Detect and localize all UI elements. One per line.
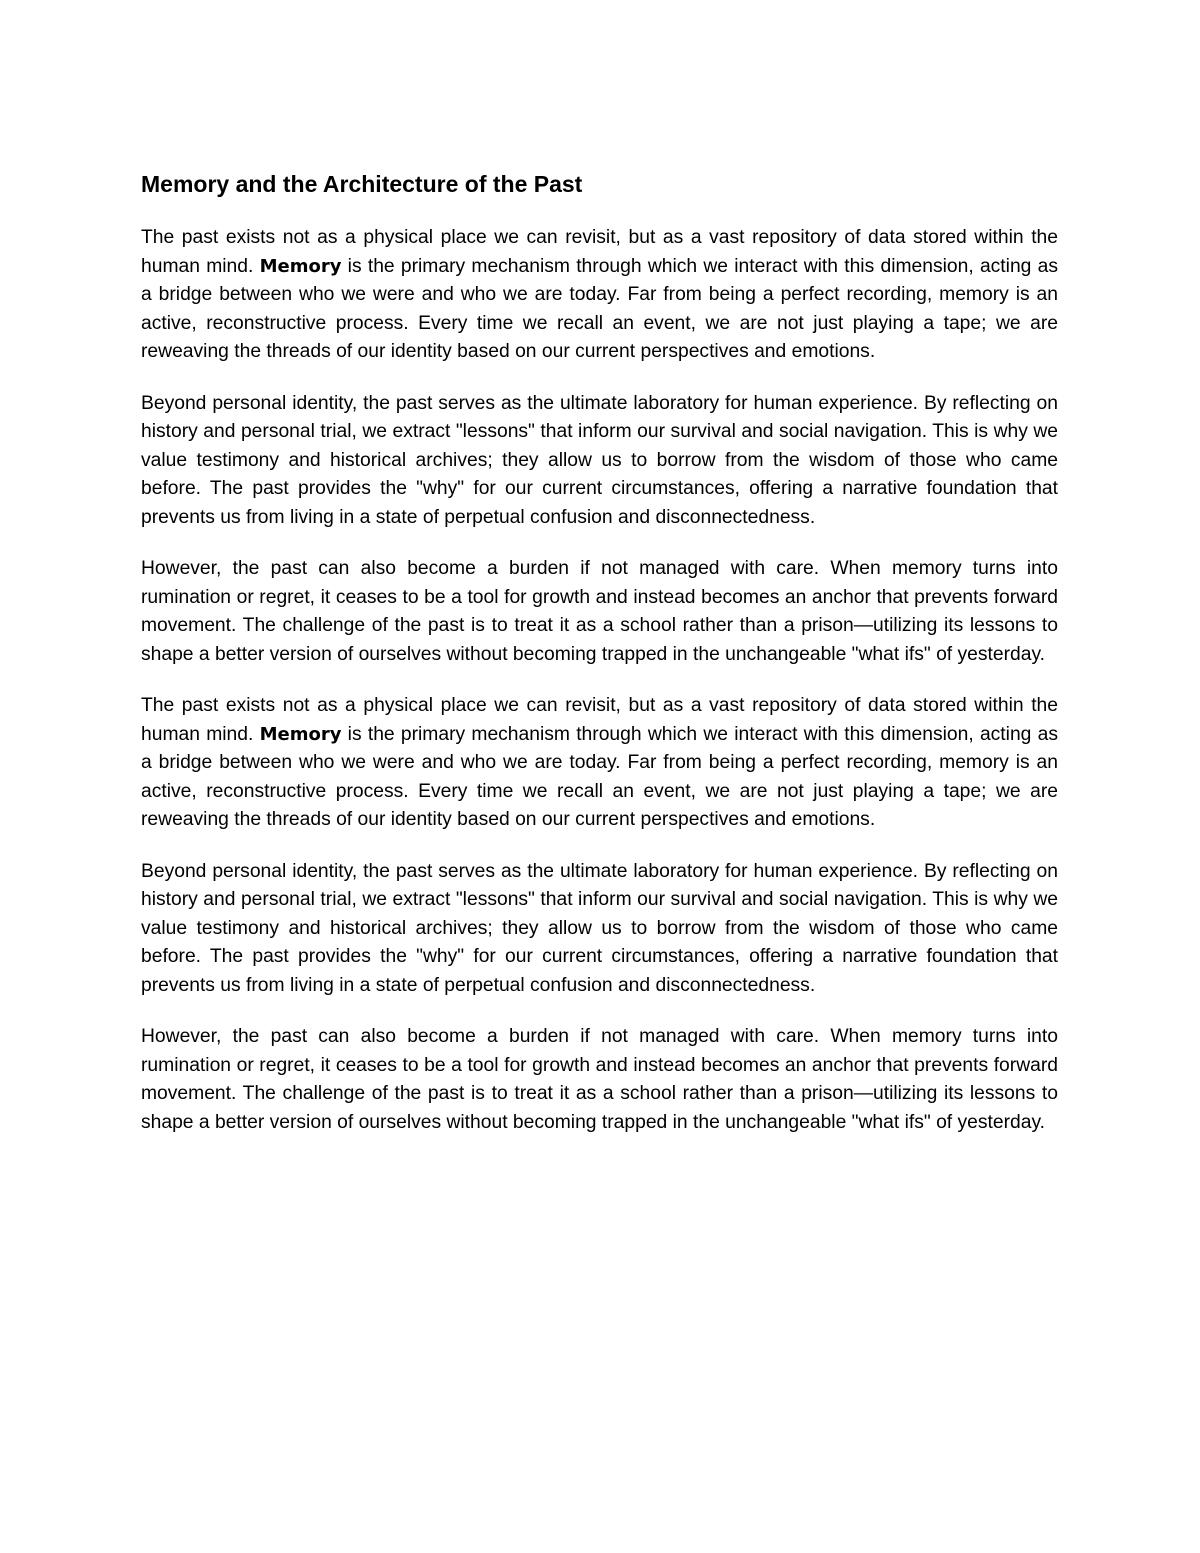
paragraph-text: is the primary mechanism through which we interact with this dimension, acting as a bridge between who we were and who we are today. Far from being a perfect recording, memory is an active, reconstructive process. Every time we recall an event, we are not just playing a tape; we are reweaving the threads of our identity based on our current perspectives and emotions. bbox=[141, 723, 1058, 830]
body-paragraph bbox=[141, 224, 1058, 367]
document-body bbox=[141, 224, 1058, 1137]
document-title: Memory and the Architecture of the Past bbox=[141, 171, 583, 197]
body-paragraph bbox=[141, 858, 1058, 1001]
bold-term: Memory bbox=[259, 255, 342, 277]
paragraph-text: The past exists not as a physical place we can revisit, but as a vast repository of data stored within the human mind. bbox=[141, 227, 1058, 277]
paragraph-text: The past exists not as a physical place we can revisit, but as a vast repository of data stored within the human mind. bbox=[141, 695, 1058, 745]
body-paragraph bbox=[141, 390, 1058, 533]
bold-term: Memory bbox=[259, 723, 342, 745]
body-paragraph bbox=[141, 1023, 1058, 1137]
body-paragraph bbox=[141, 692, 1058, 835]
paragraph-text: is the primary mechanism through which we interact with this dimension, acting as a bridge between who we were and who we are today. Far from being a perfect recording, memory is an active, reconstructive process. Every time we recall an event, we are not just playing a tape; we are reweaving the threads of our identity based on our current perspectives and emotions. bbox=[141, 255, 1058, 362]
body-paragraph bbox=[141, 555, 1058, 669]
paragraph-text: Beyond personal identity, the past serves as the ultimate laboratory for human experience. By reflecting on history and personal trial, we extract "lessons" that inform our survival and social navigation. This is why we value testimony and historical archives; they allow us to borrow from the wisdom of those who came before. The past provides the "why" for our current circumstances, offering a narrative foundation that prevents us from living in a state of perpetual confusion and disconnectedness. bbox=[141, 860, 1058, 996]
document-content bbox=[141, 167, 1058, 1160]
paragraph-text: Beyond personal identity, the past serves as the ultimate laboratory for human experience. By reflecting on history and personal trial, we extract "lessons" that inform our survival and social navigation. This is why we value testimony and historical archives; they allow us to borrow from the wisdom of those who came before. The past provides the "why" for our current circumstances, offering a narrative foundation that prevents us from living in a state of perpetual confusion and disconnectedness. bbox=[141, 392, 1058, 528]
paragraph-text: However, the past can also become a burden if not managed with care. When memory turns into rumination or regret, it ceases to be a tool for growth and instead becomes an anchor that prevents forward movement. The challenge of the past is to treat it as a school rather than a prison—utilizing its lessons to shape a better version of ourselves without becoming trapped in the unchangeable "what ifs" of yesterday. bbox=[141, 558, 1058, 665]
paragraph-text: However, the past can also become a burden if not managed with care. When memory turns into rumination or regret, it ceases to be a tool for growth and instead becomes an anchor that prevents forward movement. The challenge of the past is to treat it as a school rather than a prison—utilizing its lessons to shape a better version of ourselves without becoming trapped in the unchangeable "what ifs" of yesterday. bbox=[141, 1026, 1058, 1133]
